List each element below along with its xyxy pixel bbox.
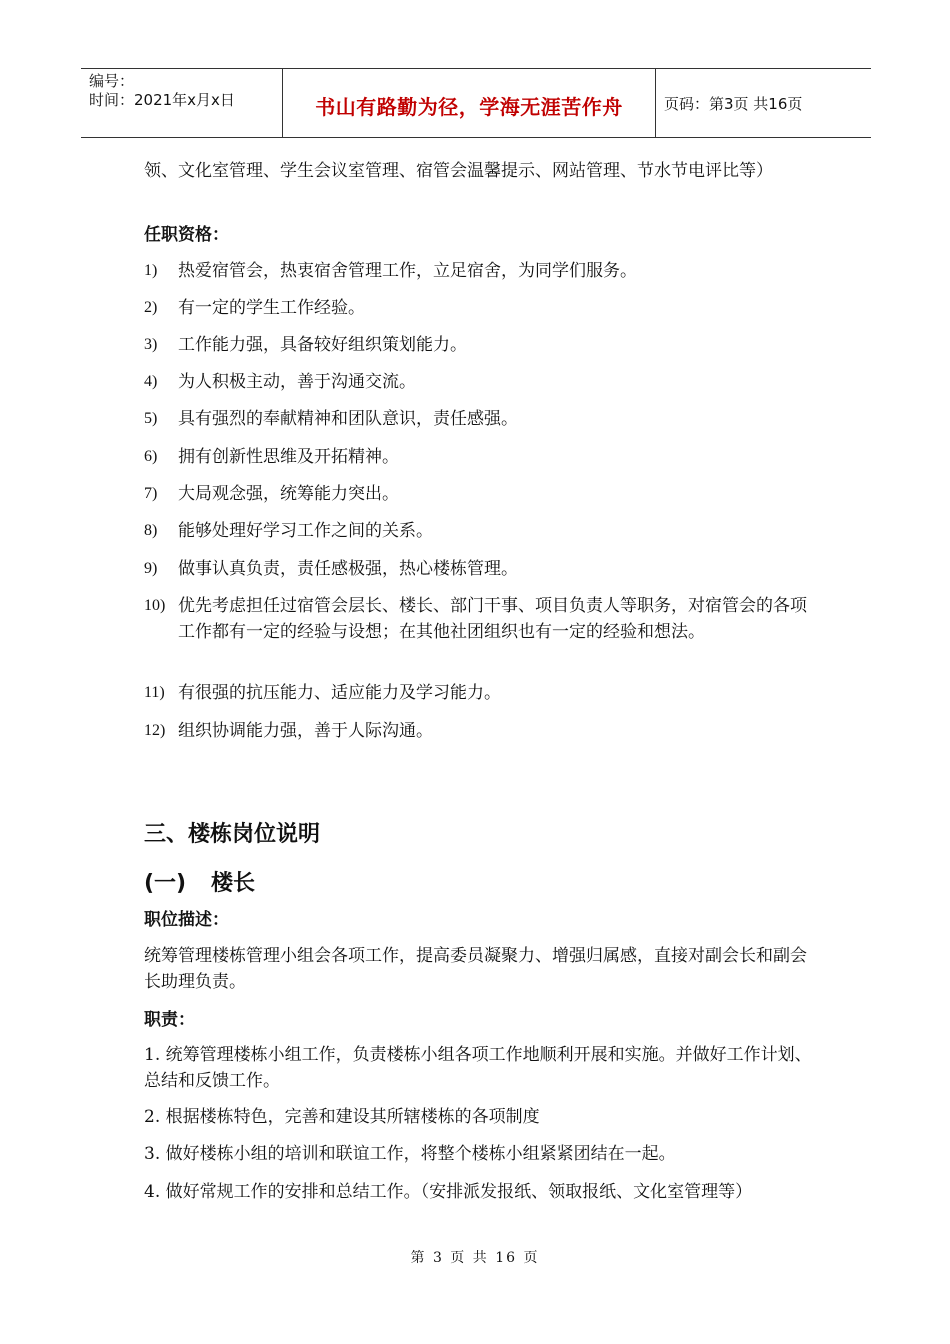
list-item: 工作能力强，具备较好组织策划能力。 xyxy=(178,335,467,355)
duty-item: 2. 根据楼栋特色，完善和建设其所辖楼栋的各项制度 xyxy=(144,1107,540,1127)
duty-item: 4. 做好常规工作的安排和总结工作。（安排派发报纸、领取报纸、文化室管理等） xyxy=(144,1182,753,1202)
list-item-number: 4) xyxy=(144,373,158,390)
subsection-number: (一) xyxy=(144,871,187,896)
list-item: 热爱宿管会，热衷宿舍管理工作，立足宿舍，为同学们服务。 xyxy=(178,261,637,281)
list-item-number: 5) xyxy=(144,410,158,427)
list-item: 大局观念强，统筹能力突出。 xyxy=(178,484,399,504)
list-item-number: 6) xyxy=(144,448,158,465)
time-label: 时间：2021年x月x日 xyxy=(89,91,235,109)
header-page-info: 页码：第3页 共16页 xyxy=(664,95,803,113)
header-motto: 书山有路勤为径，学海无涯苦作舟 xyxy=(315,95,623,119)
list-item-number: 9) xyxy=(144,560,158,577)
list-item: 做事认真负责，责任感极强，热心楼栋管理。 xyxy=(178,559,518,579)
header-meta xyxy=(89,72,235,110)
duty-item: 3. 做好楼栋小组的培训和联谊工作，将整个楼栋小组紧紧团结在一起。 xyxy=(144,1144,676,1164)
list-item: 有一定的学生工作经验。 xyxy=(178,298,365,318)
list-item-number: 12) xyxy=(144,722,166,739)
qualifications-heading: 任职资格： xyxy=(144,225,229,245)
list-item-number: 10) xyxy=(144,597,166,614)
list-item-number: 1) xyxy=(144,262,158,279)
header-divider xyxy=(282,69,283,137)
list-item-number: 2) xyxy=(144,299,158,316)
list-item-number: 7) xyxy=(144,485,158,502)
list-item: 有很强的抗压能力、适应能力及学习能力。 xyxy=(178,683,501,703)
code-label: 编号： xyxy=(89,72,135,90)
list-item: 具有强烈的奉献精神和团队意识，责任感强。 xyxy=(178,409,518,429)
section-title: 三、楼栋岗位说明 xyxy=(144,822,321,847)
subsection-title: 楼长 xyxy=(211,871,256,896)
list-item-number: 11) xyxy=(144,684,165,701)
continued-paragraph: 领、文化室管理、学生会议室管理、宿管会温馨提示、网站管理、节水节电评比等） xyxy=(144,161,773,181)
list-item-number: 3) xyxy=(144,336,158,353)
list-item-number: 8) xyxy=(144,522,158,539)
duties-heading: 职责： xyxy=(144,1010,195,1030)
page-footer: 第 3 页 共 16 页 xyxy=(410,1250,540,1266)
description-text: 统筹管理楼栋管理小组会各项工作，提高委员凝聚力、增强归属感，直接对副会长和副会长助理负责。 xyxy=(144,946,807,992)
description-heading: 职位描述： xyxy=(144,910,229,930)
list-item: 拥有创新性思维及开拓精神。 xyxy=(178,447,399,467)
page-header xyxy=(81,68,871,138)
list-item: 能够处理好学习工作之间的关系。 xyxy=(178,521,433,541)
list-item: 组织协调能力强，善于人际沟通。 xyxy=(178,721,433,741)
header-divider xyxy=(655,69,656,137)
list-item: 优先考虑担任过宿管会层长、楼长、部门干事、项目负责人等职务，对宿管会的各项工作都有一定的经验与设想；在其他社团组织也有一定的经验和想法。 xyxy=(178,596,807,642)
list-item: 为人积极主动，善于沟通交流。 xyxy=(178,372,416,392)
duty-item: 1. 统筹管理楼栋小组工作，负责楼栋小组各项工作地顺利开展和实施。并做好工作计划、总结和反馈工作。 xyxy=(144,1045,812,1091)
